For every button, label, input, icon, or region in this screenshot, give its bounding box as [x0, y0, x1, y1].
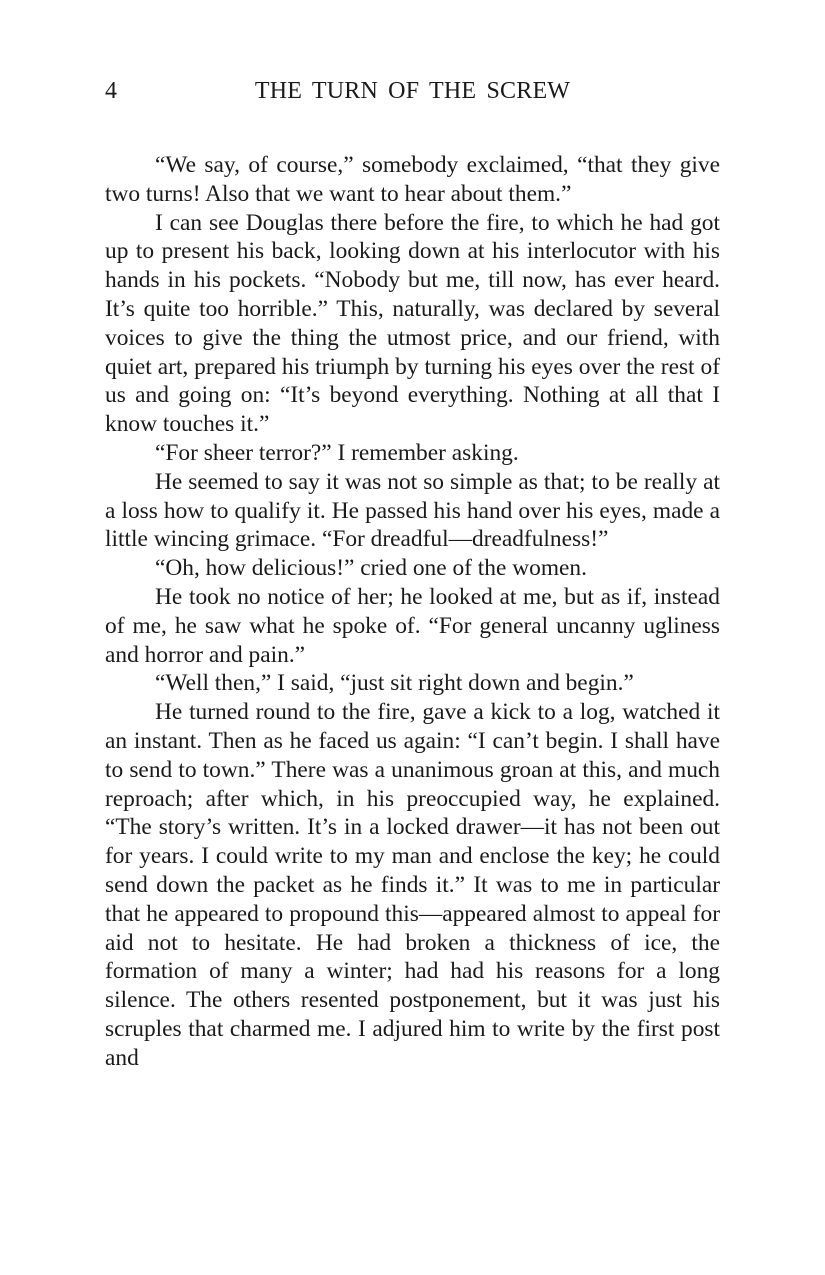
page-number: 4: [105, 78, 117, 104]
running-title: THE TURN OF THE SCREW: [254, 78, 571, 104]
paragraph: He turned round to the fire, gave a kick to a log, watched it an instant. Then as he faced us again: “I can’t begin. I shall have to send to town.” There was a unanimous groan at this, and much reproach; after which, in his preoccupied way, he explained. “The story’s written. It’s in a locked drawer—it has not been out for years. I could write to my man and enclose the key; he could send down the packet as he finds it.” It was to me in particular that he appeared to propound this—appeared almost to appeal for aid not to hesitate. He had broken a thickness of ice, the formation of many a winter; had had his reasons for a long silence. The others resented postponement, but it was just his scruples that charmed me. I adjured him to write by the first post and: [105, 699, 720, 1071]
body-text: [105, 151, 720, 1073]
paragraph: I can see Douglas there before the fire, to which he had got up to present his back, looking down at his interlocutor with his hands in his pockets. “Nobody but me, till now, has ever heard. It’s quite too horrible.” This, naturally, was declared by several voices to give the thing the utmost price, and our friend, with quiet art, prepared his triumph by turning his eyes over the rest of us and going on: “It’s beyond everything. Nothing at all that I know touches it.”: [105, 209, 720, 438]
paragraph: “Oh, how delicious!” cried one of the women.: [155, 555, 587, 582]
paragraph: He took no notice of her; he looked at me, but as if, instead of me, he saw what he spoke of. “For general uncanny ugliness and horror and pain.”: [105, 583, 720, 668]
paragraph: “Well then,” I said, “just sit right down and begin.”: [155, 670, 634, 697]
paragraph: “For sheer terror?” I remember asking.: [155, 439, 519, 466]
page-header: [105, 74, 720, 108]
paragraph: “We say, of course,” somebody exclaimed, “that they give two turns! Also that we want to hear about them.”: [105, 152, 720, 207]
paragraph: He seemed to say it was not so simple as that; to be really at a loss how to qualify it. He passed his hand over his eyes, made a little wincing grimace. “For dreadful—dreadfulness!”: [105, 468, 720, 553]
